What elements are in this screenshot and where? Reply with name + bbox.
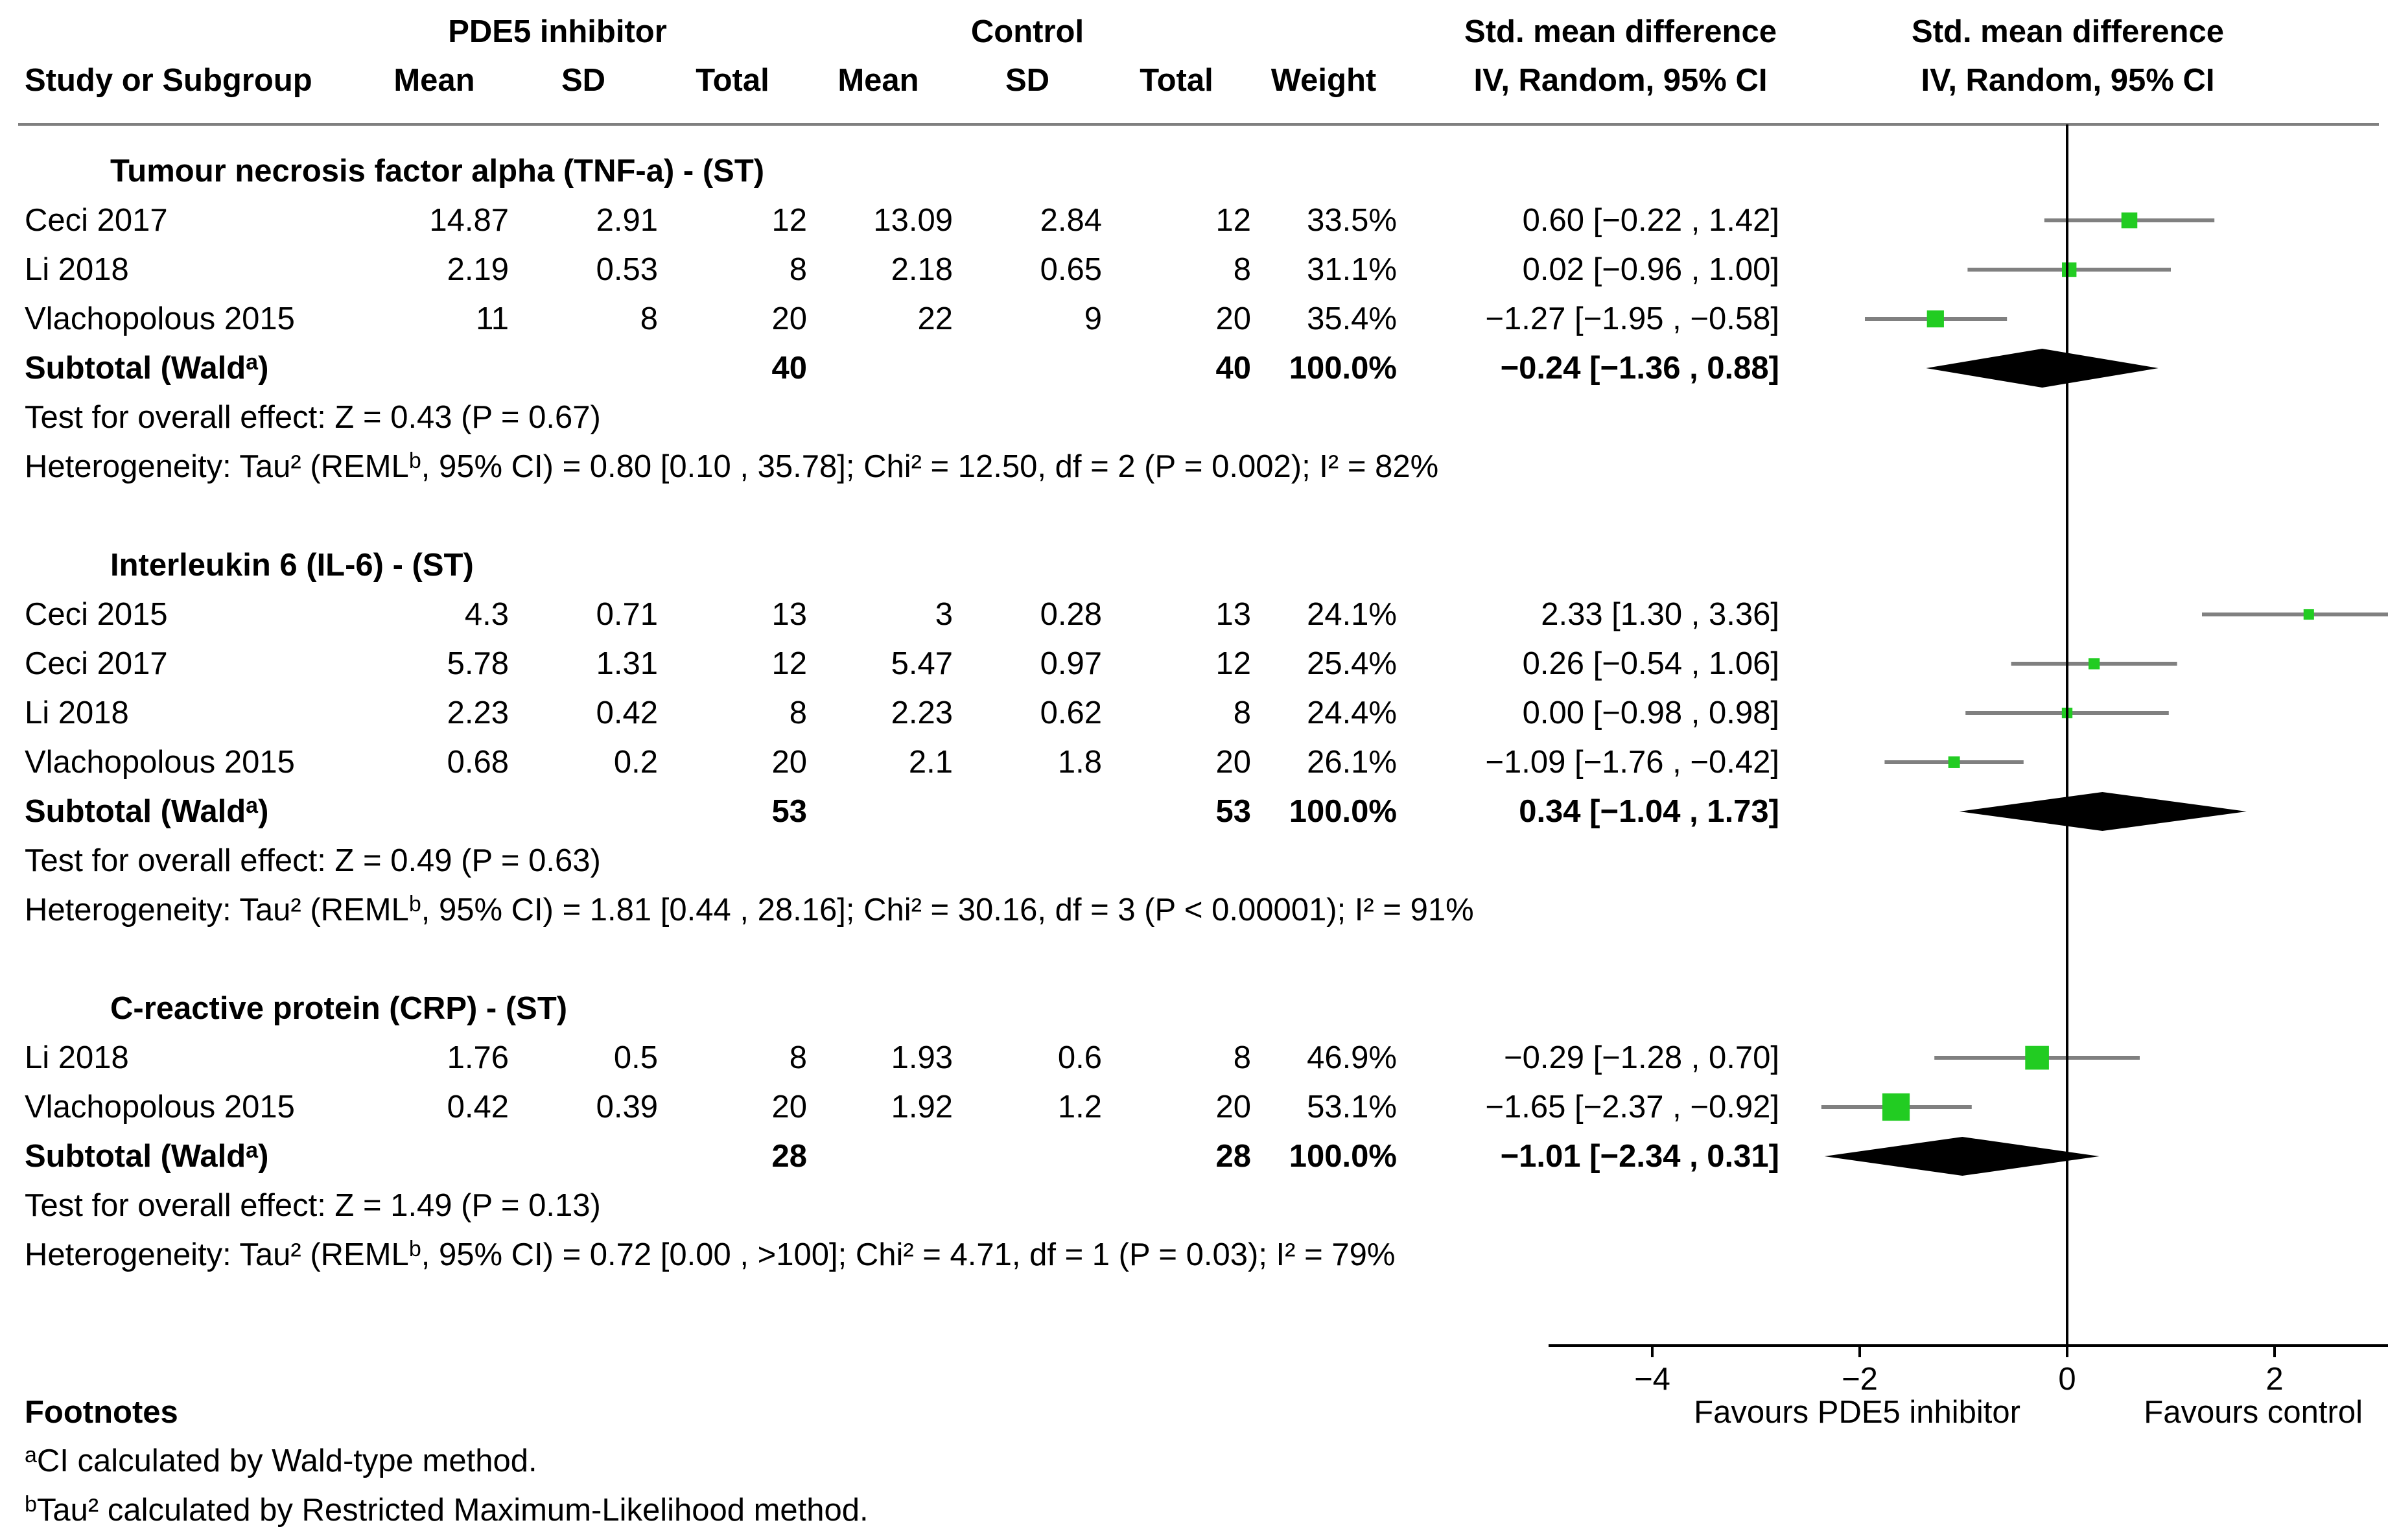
overall-effect: Test for overall effect: Z = 1.49 (P = 0.13)	[25, 1188, 601, 1223]
study-ci-text: −1.27 [−1.95 , −0.58]	[1485, 301, 1779, 336]
ctrl-sd: 0.65	[1040, 252, 1102, 287]
heterogeneity-sup: b	[408, 449, 421, 473]
subtotal-pde5-total: 40	[771, 351, 807, 386]
pde5-mean: 11	[476, 301, 509, 336]
header-pde5-total: Total	[696, 63, 769, 98]
pde5-total: 8	[789, 1040, 807, 1075]
pde5-mean: 0.42	[447, 1090, 509, 1125]
study-marker	[1882, 1093, 1910, 1121]
pde5-sd: 0.71	[596, 597, 658, 632]
pde5-mean: 14.87	[429, 203, 509, 238]
study-ci-text: 0.02 [−0.96 , 1.00]	[1522, 252, 1779, 287]
footnote-b-mark: b	[25, 1492, 37, 1517]
study-name: Ceci 2017	[25, 203, 168, 238]
x-tick-label: 0	[2058, 1362, 2076, 1397]
header-plot-bottom: IV, Random, 95% CI	[1921, 63, 2215, 98]
pde5-mean: 5.78	[447, 646, 509, 681]
favours-right-label: Favours control	[2144, 1395, 2363, 1430]
subtotal-pde5-total: 28	[771, 1139, 807, 1174]
ctrl-total: 8	[1233, 1040, 1251, 1075]
ctrl-sd: 2.84	[1040, 203, 1102, 238]
pde5-sd: 2.91	[596, 203, 658, 238]
ctrl-mean: 5.47	[891, 646, 953, 681]
study-weight: 53.1%	[1307, 1090, 1397, 1125]
overall-effect: Test for overall effect: Z = 0.49 (P = 0.63)	[25, 843, 601, 878]
pde5-sd: 0.42	[596, 695, 658, 730]
footnote-b	[25, 1492, 869, 1528]
subtotal-label-text: Subtotal (Wald	[25, 1139, 246, 1174]
study-ci-text: 0.26 [−0.54 , 1.06]	[1522, 646, 1779, 681]
pde5-total: 8	[789, 695, 807, 730]
ctrl-sd: 0.97	[1040, 646, 1102, 681]
study-weight: 24.1%	[1307, 597, 1397, 632]
ctrl-total: 13	[1215, 597, 1251, 632]
heterogeneity	[25, 1237, 1395, 1272]
heterogeneity-sup: b	[408, 892, 421, 916]
header-smd-bottom: IV, Random, 95% CI	[1473, 63, 1768, 98]
study-weight: 33.5%	[1307, 203, 1397, 238]
ctrl-mean: 1.93	[891, 1040, 953, 1075]
pde5-sd: 0.2	[613, 745, 658, 780]
ctrl-mean: 22	[917, 301, 953, 336]
heterogeneity-post: , 95% CI) = 0.72 [0.00 , >100]; Chi² = 4.71, df = 1 (P = 0.03); I² = 79%	[421, 1237, 1396, 1272]
header-group-pde5: PDE5 inhibitor	[448, 14, 667, 49]
footnote-a-text: CI calculated by Wald-type method.	[36, 1443, 537, 1478]
study-weight: 24.4%	[1307, 695, 1397, 730]
subtotal-label-text: Subtotal (Wald	[25, 794, 246, 829]
ctrl-total: 8	[1233, 695, 1251, 730]
pde5-mean: 2.23	[447, 695, 509, 730]
study-marker	[2025, 1046, 2049, 1070]
study-marker	[2122, 213, 2138, 229]
heterogeneity	[25, 892, 1474, 928]
pde5-mean: 4.3	[464, 597, 509, 632]
subtotal-label-end: )	[258, 351, 269, 386]
study-marker	[2089, 658, 2100, 669]
pde5-total: 12	[771, 646, 807, 681]
study-marker	[2304, 609, 2314, 620]
pde5-sd: 1.31	[596, 646, 658, 681]
subtotal-diamond	[1926, 349, 2158, 388]
subgroup-title: Tumour necrosis factor alpha (TNF-a) - (ST)	[110, 154, 765, 189]
header-plot-top: Std. mean difference	[1912, 14, 2224, 49]
forest-body	[25, 124, 2388, 1430]
x-tick-label: 2	[2265, 1362, 2284, 1397]
x-tick-label: −2	[1842, 1362, 1878, 1397]
pde5-total: 13	[771, 597, 807, 632]
heterogeneity	[25, 449, 1438, 484]
subtotal-weight: 100.0%	[1289, 794, 1397, 829]
study-weight: 31.1%	[1307, 252, 1397, 287]
subtotal-label	[25, 1138, 268, 1174]
footnote-b-text: Tau² calculated by Restricted Maximum-Likelihood method.	[36, 1493, 869, 1528]
study-name: Ceci 2017	[25, 646, 168, 681]
ctrl-sd: 0.6	[1057, 1040, 1102, 1075]
footnote-a-mark: a	[25, 1443, 37, 1467]
study-name: Vlachopolous 2015	[25, 1090, 295, 1125]
ctrl-mean: 13.09	[873, 203, 953, 238]
study-name: Ceci 2015	[25, 597, 168, 632]
subtotal-label	[25, 350, 268, 386]
pde5-sd: 0.5	[613, 1040, 658, 1075]
pde5-sd: 8	[640, 301, 658, 336]
study-weight: 25.4%	[1307, 646, 1397, 681]
study-ci-text: −1.65 [−2.37 , −0.92]	[1485, 1090, 1779, 1125]
header-ctrl-total: Total	[1140, 63, 1213, 98]
header-pde5-mean: Mean	[393, 63, 475, 98]
subtotal-weight: 100.0%	[1289, 1139, 1397, 1174]
subtotal-ci-text: −1.01 [−2.34 , 0.31]	[1500, 1139, 1779, 1174]
ctrl-total: 20	[1215, 1090, 1251, 1125]
ctrl-mean: 2.23	[891, 695, 953, 730]
footnotes-title: Footnotes	[25, 1395, 178, 1430]
heterogeneity-pre: Heterogeneity: Tau² (REML	[25, 1237, 409, 1272]
study-marker	[1949, 756, 1960, 768]
ctrl-sd: 1.8	[1057, 745, 1102, 780]
header-group-control: Control	[970, 14, 1084, 49]
footnote-a	[25, 1443, 537, 1478]
header-study: Study or Subgroup	[25, 63, 312, 98]
study-weight: 35.4%	[1307, 301, 1397, 336]
ctrl-mean: 1.92	[891, 1090, 953, 1125]
ctrl-total: 20	[1215, 301, 1251, 336]
study-ci-text: 0.00 [−0.98 , 0.98]	[1522, 695, 1779, 730]
subtotal-label	[25, 793, 268, 829]
heterogeneity-pre: Heterogeneity: Tau² (REML	[25, 449, 409, 484]
x-tick-label: −4	[1634, 1362, 1670, 1397]
pde5-mean: 0.68	[447, 745, 509, 780]
pde5-total: 20	[771, 301, 807, 336]
heterogeneity-post: , 95% CI) = 1.81 [0.44 , 28.16]; Chi² = 30.16, df = 3 (P < 0.00001); I² = 91%	[421, 892, 1474, 928]
study-weight: 46.9%	[1307, 1040, 1397, 1075]
header-ctrl-mean: Mean	[837, 63, 919, 98]
ctrl-total: 20	[1215, 745, 1251, 780]
study-ci-text: −0.29 [−1.28 , 0.70]	[1503, 1040, 1779, 1075]
subtotal-label-sup: a	[246, 793, 259, 818]
study-ci-text: 2.33 [1.30 , 3.36]	[1541, 597, 1779, 632]
subtotal-label-sup: a	[246, 350, 259, 375]
study-name: Li 2018	[25, 695, 129, 730]
ctrl-mean: 3	[935, 597, 953, 632]
subgroup-title: C-reactive protein (CRP) - (ST)	[110, 991, 568, 1026]
heterogeneity-sup: b	[408, 1237, 421, 1261]
study-marker	[1927, 310, 1944, 327]
ctrl-sd: 9	[1084, 301, 1102, 336]
subtotal-ci-text: 0.34 [−1.04 , 1.73]	[1519, 794, 1779, 829]
pde5-total: 8	[789, 252, 807, 287]
ctrl-mean: 2.18	[891, 252, 953, 287]
ctrl-sd: 1.2	[1057, 1090, 1102, 1125]
study-weight: 26.1%	[1307, 745, 1397, 780]
heterogeneity-post: , 95% CI) = 0.80 [0.10 , 35.78]; Chi² = 12.50, df = 2 (P = 0.002); I² = 82%	[421, 449, 1439, 484]
header-smd-top: Std. mean difference	[1464, 14, 1777, 49]
pde5-total: 20	[771, 1090, 807, 1125]
study-name: Li 2018	[25, 1040, 129, 1075]
subtotal-label-end: )	[258, 794, 269, 829]
pde5-total: 20	[771, 745, 807, 780]
subtotal-ctrl-total: 53	[1215, 794, 1251, 829]
header-ctrl-sd: SD	[1005, 63, 1050, 98]
ctrl-mean: 2.1	[908, 745, 953, 780]
subtotal-pde5-total: 53	[771, 794, 807, 829]
study-ci-text: −1.09 [−1.76 , −0.42]	[1485, 745, 1779, 780]
pde5-sd: 0.53	[596, 252, 658, 287]
ctrl-total: 8	[1233, 252, 1251, 287]
study-marker	[2062, 262, 2076, 277]
subtotal-weight: 100.0%	[1289, 351, 1397, 386]
subtotal-label-end: )	[258, 1139, 269, 1174]
study-ci-text: 0.60 [−0.22 , 1.42]	[1522, 203, 1779, 238]
subtotal-label-text: Subtotal (Wald	[25, 351, 246, 386]
ctrl-sd: 0.28	[1040, 597, 1102, 632]
ctrl-total: 12	[1215, 203, 1251, 238]
pde5-mean: 2.19	[447, 252, 509, 287]
subgroup-title: Interleukin 6 (IL-6) - (ST)	[110, 548, 474, 583]
subtotal-diamond	[1825, 1137, 2100, 1176]
ctrl-sd: 0.62	[1040, 695, 1102, 730]
header-pde5-sd: SD	[561, 63, 606, 98]
pde5-total: 12	[771, 203, 807, 238]
study-name: Vlachopolous 2015	[25, 301, 295, 336]
subtotal-ctrl-total: 40	[1215, 351, 1251, 386]
subtotal-ctrl-total: 28	[1215, 1139, 1251, 1174]
ctrl-total: 12	[1215, 646, 1251, 681]
overall-effect: Test for overall effect: Z = 0.43 (P = 0.67)	[25, 400, 601, 435]
pde5-mean: 1.76	[447, 1040, 509, 1075]
subtotal-ci-text: −0.24 [−1.36 , 0.88]	[1500, 351, 1779, 386]
heterogeneity-pre: Heterogeneity: Tau² (REML	[25, 892, 409, 928]
header-weight: Weight	[1270, 63, 1377, 98]
favours-left-label: Favours PDE5 inhibitor	[1694, 1395, 2020, 1430]
subtotal-label-sup: a	[246, 1138, 259, 1163]
study-name: Vlachopolous 2015	[25, 745, 295, 780]
subtotal-diamond	[1960, 792, 2247, 831]
pde5-sd: 0.39	[596, 1090, 658, 1125]
study-name: Li 2018	[25, 252, 129, 287]
